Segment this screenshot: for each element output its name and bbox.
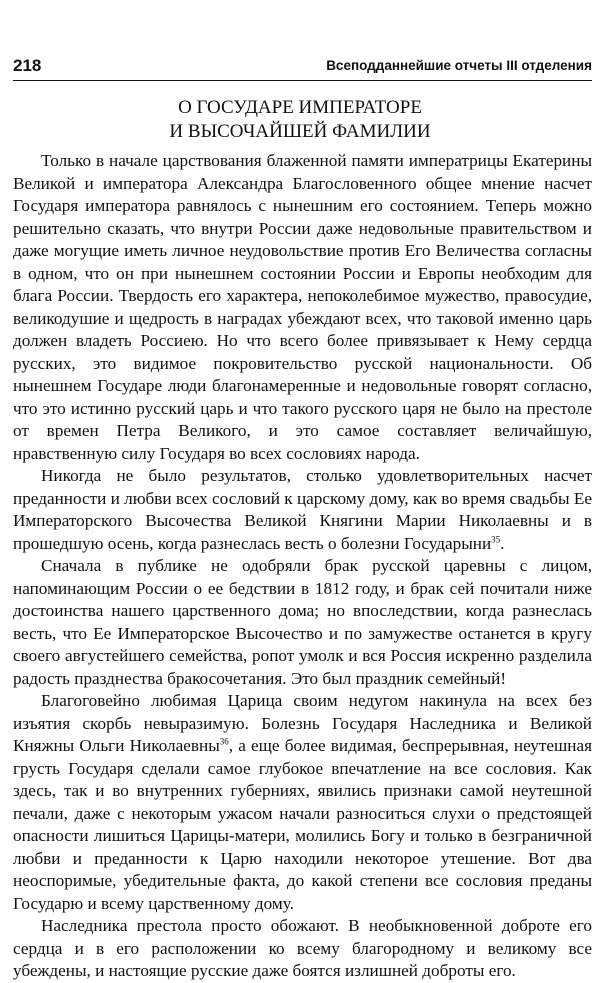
paragraph xyxy=(13,555,592,690)
section-title xyxy=(0,96,600,144)
section-title-line-1: О ГОСУДАРЕ ИМПЕРАТОРЕ xyxy=(178,97,422,118)
paragraph-text: Наследника престола просто обожают. В необыкновенной доброте его сердца и в его расположении ко всему благородному и великому все убеждены, и настоящие русские даже боятся излишней доброты его. xyxy=(13,916,592,980)
paragraph xyxy=(13,465,592,555)
paragraph-text: Сначала в публике не одобряли брак русской царевны с лицом, напоминающим России о ее бедствии в 1812 году, и брак сей почитали ниже достоинства нашего царственного дома; но впоследствии, когда разнеслась весть, что Ее Императорское Высочество и по замужестве останется в кругу своего августейшего семейства, ропот умолк и вся Россия искренно разделила радость празднества бракосочетания. Это был праздник семейный! xyxy=(13,556,592,688)
running-head: Всеподданнейшие отчеты III отделения xyxy=(326,58,592,73)
paragraph-text-tail: . xyxy=(500,533,505,553)
header-rule xyxy=(13,80,592,81)
body-text xyxy=(13,150,592,983)
section-title-line-2: И ВЫСОЧАЙШЕЙ ФАМИЛИИ xyxy=(169,121,431,142)
paragraph xyxy=(13,690,592,915)
paragraph-text-tail: , а еще более видимая, беспрерывная, неутешная грусть Государя сделали самое глубокое впечатление на все сословия. Как здесь, так и во внутренних губерниях, явились признаки самой неутешной печали, даже с некоторым ужасом начали разноситься слухи о предстоящей опасности лишиться Царицы-матери, молились Богу и только в безграничной любви и преданности к Царю находили некоторое утешение. Вот два неоспоримые, убедительные факта, до какой степени все сословия преданы Государю и всему царственному дому. xyxy=(13,736,593,913)
paragraph-text: Благоговейно любимая Царица своим недугом накинула на всех без изъятия скорбь невыразимую. Болезнь Государя Наследника и Великой Княжны Ольги Николаевны xyxy=(13,691,592,755)
footnote-ref: 36 xyxy=(219,736,229,747)
page-number: 218 xyxy=(13,56,42,75)
paragraph-text: Никогда не было результатов, столько удовлетворительных насчет преданности и любви всех сословий к царскому дому, как во время свадьбы Ее Императорского Высочества Великой Княгини Марии Николаевны и в прошедшую осень, когда разнеслась весть о болезни Государыни xyxy=(13,466,592,553)
paragraph xyxy=(13,150,592,465)
footnote-ref: 35 xyxy=(491,533,501,544)
paragraph xyxy=(13,915,592,983)
paragraph-text: Только в начале царствования блаженной памяти императрицы Екатерины Великой и императора Александра Благословенного общее мнение насчет Государя императора равнялось с нынешним его состоянием. Теперь можно решительно сказать, что внутри России даже недовольные правительством и даже могущие иметь личное неудовольствие против Его Величества согласны в одном, что он при нынешнем состоянии России и Европы необходим для блага России. Твердость его характера, непоколебимое мужество, правосудие, великодушие и щедрость в наградах убеждают всех, что таковой именно царь должен владеть Россиею. Но что всего более привязывает к Нему сердца русских, это видимое покровительство русской национальности. Об нынешнем Государе люди благонамеренные и недовольные говорят согласно, что это истинно русский царь и что такого русского царя не было на престоле от времен Петра Великого, и это самое составляет величайшую, нравственную силу Государя во всех сословиях народа. xyxy=(13,151,592,463)
